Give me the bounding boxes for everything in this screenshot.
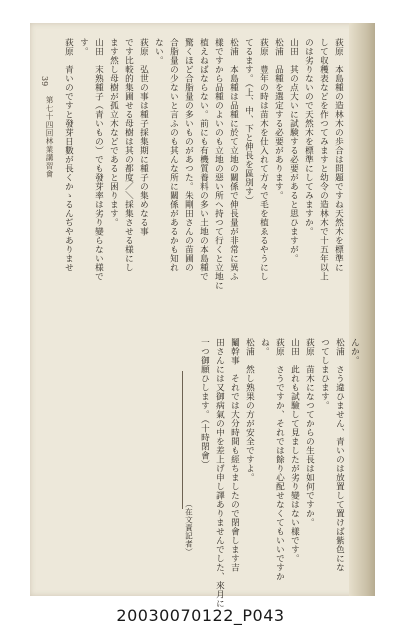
text-column: 松浦 本島種は品種に於て立地の關係で伸長量が非常に異ふ: [228, 38, 239, 281]
text-column: 鬮幹事 それでは大分時間も經ちましたので閉會します吉: [229, 338, 240, 572]
text-column: 植えねばならない。前にも有機質養料の多い土地の本島種で: [198, 38, 209, 281]
text-column: 荻原 さうですか、それでは餘り心配せなくてもいいですか: [274, 338, 285, 581]
text-column: （在文責記者）: [184, 500, 194, 556]
text-column: して収穫表などを作つてみますと幼令の造林木で十五年以上: [318, 38, 329, 281]
text-column: 一つ御願ひします。（十時閉會）: [199, 338, 210, 469]
text-column: 合脂量の少ないと言ふのも其んな所に關係があるかも知れ: [168, 38, 179, 272]
text-column: 田さんには又御病氣の中を差上げ申し譯ありませんでした、來月に: [214, 338, 225, 608]
text-column: です比較的集圃せる母樹は其の都度／＼採集させる様にし: [123, 38, 134, 272]
text-column: ない。: [153, 38, 164, 65]
text-column: 松浦 さう違ひません、青いのは放置して置けば紫色にな: [334, 338, 345, 572]
text-column: 山田 其の点大いに試験する必要があると思ひますが。: [288, 38, 299, 263]
text-column: ます然し母樹が孤立木などであると困ります。: [108, 38, 119, 227]
text-column: 驚くほど合脂量の多いものがあつた。朱剛田さんの苗圃の: [183, 38, 194, 272]
text-column: 山田 末熟種子（青いもの）でも發芽率は劣り變らない様で: [93, 38, 104, 281]
text-column: つてしまひます。: [319, 338, 330, 410]
text-column: 山田 此れも試驗して見ましたが劣り變はない樣です。: [289, 338, 300, 563]
page-spine: [349, 23, 375, 596]
divider-rule: [182, 371, 183, 509]
text-column: 荻原 弘世の事は種子採集期に種子の集めなる事: [138, 38, 149, 236]
text-column: す。: [78, 38, 89, 56]
text-column: ね。: [259, 338, 270, 356]
text-column: 松浦 品種を選定する必要があります。: [273, 38, 284, 200]
image-caption: 20030070122_P043: [116, 606, 285, 625]
text-column: 松浦 然し熟果の方が安全ですよ。: [244, 338, 255, 482]
text-column: 荻原 本島種の造林木の歩合は問題ですね天然木を標準に: [333, 38, 344, 272]
text-column: 荻原 苗木になつてからの生長は如何ですか。: [304, 338, 315, 527]
text-column: 樣ですから品種のよいのも立地の惡い所へ持つて行くと立地に: [213, 38, 224, 290]
text-column: 荻原 豊年の時は苗木を仕入れて方々で毛を植ゑるやうにし: [258, 38, 269, 281]
text-column: 荻原 青いのですと發芽日數が長くかゝるんぢやありませ: [63, 38, 74, 272]
page-number: 39: [40, 76, 49, 87]
text-column: てるます。（上、中、下と伸長を區別す）: [243, 38, 254, 205]
running-header: 第七十四回林業講習會: [45, 96, 54, 178]
text-column: んか。: [349, 338, 360, 365]
text-column: のは劣りないので天然木を標準にしてみますか。: [303, 38, 314, 236]
